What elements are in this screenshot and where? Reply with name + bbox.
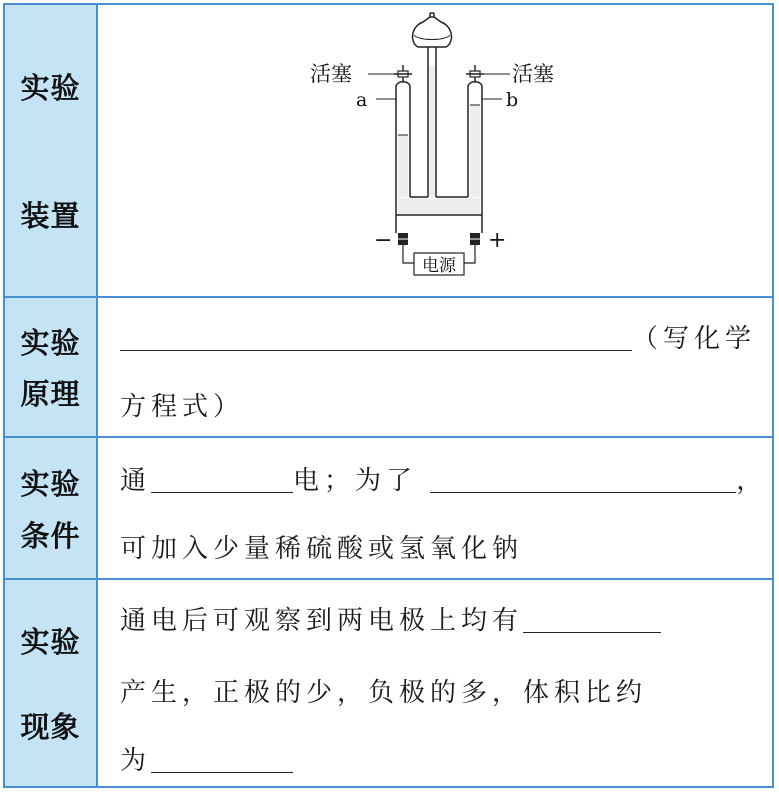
label-line: 实验 bbox=[20, 326, 81, 360]
conditions-text-end: ， bbox=[736, 466, 768, 496]
label-line: 装置 bbox=[20, 198, 81, 233]
conditions-line-1 bbox=[120, 460, 767, 497]
stopcock-right-label: 活塞 bbox=[512, 62, 554, 86]
label-line: 条件 bbox=[20, 518, 81, 553]
principle-cell bbox=[98, 298, 772, 436]
principle-suffix: （写化学 bbox=[632, 324, 757, 354]
negative-terminal-label: − bbox=[374, 228, 393, 253]
phenomenon-line-1 bbox=[120, 600, 661, 637]
label-line: 实验 bbox=[20, 466, 81, 501]
label-apparatus bbox=[5, 5, 98, 296]
label-line: 原理 bbox=[20, 377, 81, 411]
answer-blank[interactable] bbox=[151, 466, 293, 493]
positive-terminal-label: + bbox=[488, 228, 507, 253]
principle-line-1 bbox=[120, 318, 756, 355]
row-phenomenon bbox=[5, 580, 772, 786]
label-line: 实验 bbox=[20, 71, 81, 106]
stopcock-left-label: 活塞 bbox=[310, 62, 352, 86]
tube-b-label: b bbox=[506, 89, 519, 111]
answer-blank[interactable] bbox=[523, 606, 661, 633]
phenomenon-text-1: 通电后可观察到两电极上均有 bbox=[120, 606, 524, 636]
phenomenon-line-3 bbox=[120, 740, 293, 777]
answer-blank[interactable] bbox=[120, 324, 632, 351]
phenomenon-line-2: 产生，正极的少，负极的多，体积比约 bbox=[120, 678, 648, 708]
power-source-label: 电源 bbox=[422, 256, 456, 276]
label-line: 现象 bbox=[20, 710, 81, 744]
conditions-cell bbox=[98, 438, 772, 578]
conditions-line-2: 可加入少量稀硫酸或氢氧化钠 bbox=[120, 534, 524, 564]
principle-line-2: 方程式） bbox=[120, 392, 245, 422]
apparatus-cell bbox=[98, 5, 772, 296]
answer-blank[interactable] bbox=[151, 746, 293, 773]
label-line: 实验 bbox=[20, 625, 81, 659]
tube-a-label: a bbox=[356, 89, 368, 111]
row-conditions bbox=[5, 438, 772, 580]
experiment-table bbox=[3, 3, 774, 788]
answer-blank[interactable] bbox=[430, 466, 736, 493]
row-apparatus bbox=[5, 5, 772, 298]
row-principle bbox=[5, 298, 772, 438]
conditions-text-mid: 电；为了 bbox=[293, 466, 418, 496]
conditions-text-pre: 通 bbox=[120, 466, 152, 496]
label-conditions bbox=[5, 438, 98, 578]
electrolysis-apparatus-diagram bbox=[98, 5, 774, 296]
phenomenon-cell bbox=[98, 580, 772, 786]
label-principle bbox=[5, 298, 98, 436]
label-phenomenon bbox=[5, 580, 98, 786]
phenomenon-text-3: 为 bbox=[120, 746, 152, 776]
